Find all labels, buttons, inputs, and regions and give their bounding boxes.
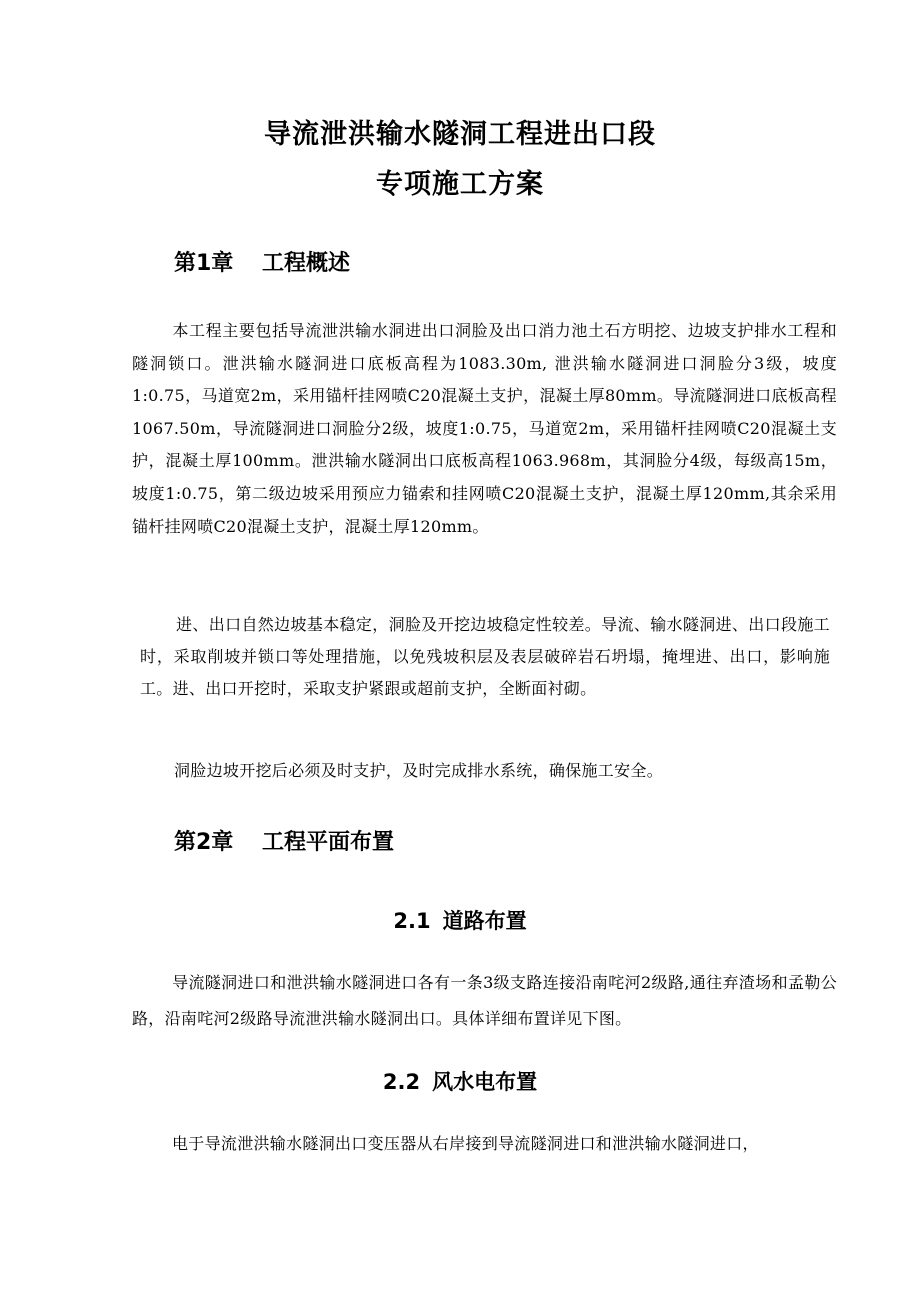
chapter-1-number: 第1章 <box>174 251 234 276</box>
chapter-1-paragraph-2-text: 进、出口自然边坡基本稳定，洞脸及开挖边坡稳定性较差。导流、输水隧洞进、出口段施工时，采取削坡并锁口等处理措施，以免残坡积层及表层破碎岩石坍塌，掩埋进、出口，影响施工。进、出口开挖时，采取支护紧跟或超前支护，全断面衬砌。 <box>140 615 830 698</box>
chapter-2-title: 工程平面布置 <box>262 830 395 855</box>
section-2-2-number: 2.2 <box>382 1070 421 1094</box>
document-title-line1: 导流泄洪输水隧洞工程进出口段 <box>264 119 656 150</box>
chapter-1-paragraph-1 <box>132 315 837 543</box>
section-2-1-title: 道路布置 <box>442 909 527 933</box>
section-2-1-paragraph-text: 导流隧洞进口和泄洪输水隧洞进口各有一条3级支路连接沿南咤河2级路,通往弃渣场和孟勒公路，沿南咤河2级路导流泄洪输水隧洞出口。具体详细布置详见下图。 <box>132 973 837 1028</box>
document-title-line2: 专项施工方案 <box>376 169 544 200</box>
chapter-1-paragraph-1-text: 本工程主要包括导流泄洪输水洞进出口洞脸及出口消力池土石方明挖、边坡支护排水工程和隧洞锁口。泄洪输水隧洞进口底板高程为1083.30m, 泄洪输水隧洞进口洞脸分3级，坡度1:0.75，马道宽2m，采用锚杆挂网喷C20混凝土支护，混凝土厚80mm。导流隧洞进口底板高程1067.50m，导流隧洞进口洞脸分2级，坡度1:0.75，马道宽2m，采用锚杆挂网喷C20混凝土支护，混凝土厚100mm。泄洪输水隧洞出口底板高程1063.968m，其洞脸分4级，每级高15m，坡度1:0.75，第二级边坡采用预应力锚索和挂网喷C20混凝土支护，混凝土厚120mm,其余采用锚杆挂网喷C20混凝土支护，混凝土厚120mm。 <box>132 321 837 536</box>
section-2-2-title: 风水电布置 <box>432 1070 538 1094</box>
chapter-1-paragraph-3: 洞脸边坡开挖后必须及时支护，及时完成排水系统，确保施工安全。 <box>174 761 664 780</box>
chapter-2-number: 第2章 <box>174 830 234 855</box>
section-2-1-paragraph <box>132 965 837 1037</box>
section-2-1-heading <box>0 907 920 935</box>
section-2-1-number: 2.1 <box>393 909 431 933</box>
chapter-2-heading <box>174 828 394 858</box>
chapter-1-title: 工程概述 <box>262 251 351 276</box>
chapter-1-paragraph-2 <box>140 609 830 705</box>
section-2-2-paragraph-text: 电于导流泄洪输水隧洞出口变压器从右岸接到导流隧洞进口和泄洪输水隧洞进口， <box>172 1134 759 1153</box>
section-2-2-heading <box>0 1068 920 1096</box>
chapter-1-heading <box>174 249 350 279</box>
section-2-2-paragraph <box>132 1126 837 1162</box>
